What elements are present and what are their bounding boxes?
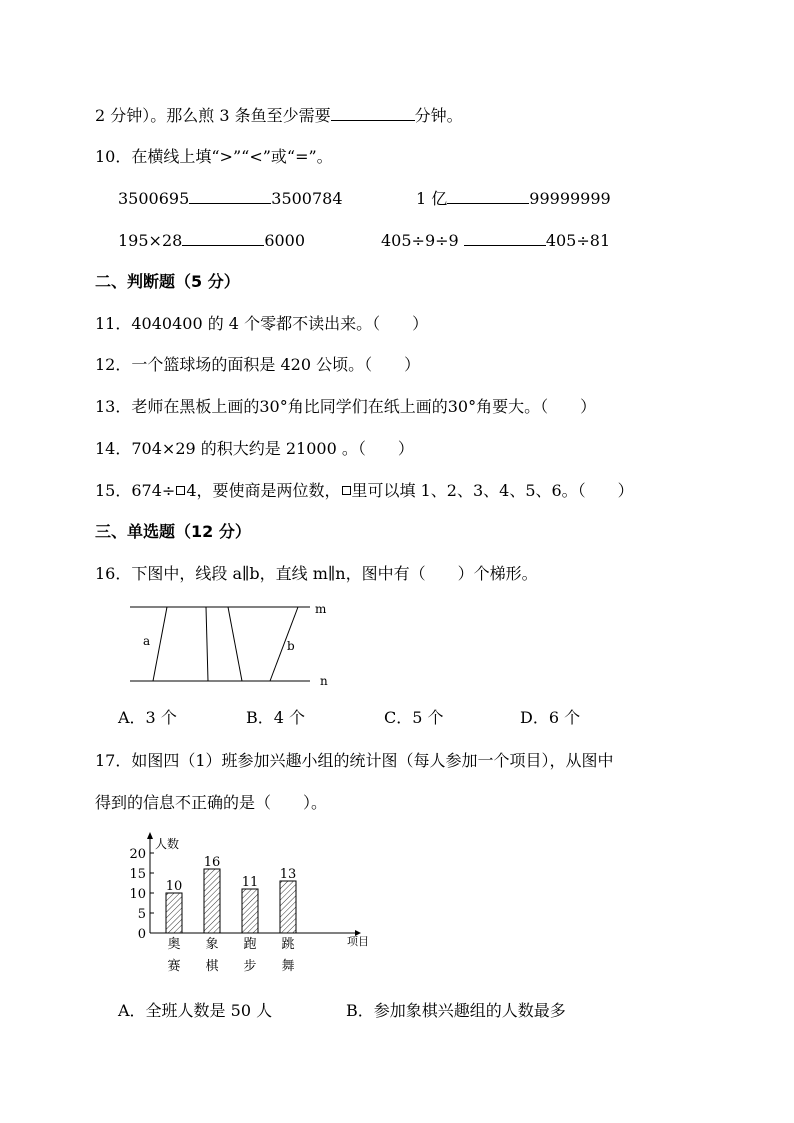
q16-trapezoid-figure [120, 596, 340, 692]
q16 [95, 564, 538, 584]
category-label: 步 [243, 959, 257, 974]
bar [166, 893, 182, 933]
q15 [95, 481, 634, 501]
label-n: n [320, 674, 328, 688]
bar-value-label: 16 [203, 855, 221, 870]
q15-text-after: 里可以填 1、2、3、4、5、6。（ ） [351, 481, 634, 500]
category-label: 赛 [167, 959, 181, 974]
q10-item-1 [118, 189, 343, 209]
q10-item-2-right: 99999999 [529, 189, 611, 208]
q17-bar-chart [118, 830, 378, 980]
q10-item-3-left: 195×28 [118, 231, 183, 250]
q10-question [95, 147, 333, 167]
q10-item-3-right: 6000 [264, 231, 306, 250]
q9-text-before: 2 分钟）。那么煎 3 条鱼至少需要 [95, 106, 331, 125]
q17-line1 [95, 751, 614, 771]
category-label: 棋 [205, 959, 219, 974]
bar [280, 881, 296, 933]
q17-number: 17． [95, 751, 132, 770]
q10-item-1-right: 3500784 [271, 189, 343, 208]
y-tick-label: 0 [137, 927, 146, 942]
y-axis-label: 人数 [155, 837, 180, 851]
y-tick-label: 10 [129, 887, 146, 902]
q10-item-4-left: 405÷9÷9 [381, 231, 459, 250]
bar [204, 869, 220, 933]
q10-item-1-left: 3500695 [118, 189, 190, 208]
y-axis-arrow-icon [147, 832, 153, 839]
q9-text-after: 分钟。 [414, 106, 463, 125]
bar-value-label: 11 [241, 875, 259, 890]
q10-item-2-blank[interactable] [447, 189, 529, 204]
label-m: m [315, 602, 327, 616]
category-label: 奥 [167, 937, 181, 952]
q11-text: 4040400 的 4 个零都不读出来。（ ） [131, 314, 429, 333]
q14-number: 14． [95, 439, 132, 458]
y-tick-label: 5 [137, 907, 146, 922]
bar-value-label: 10 [165, 879, 183, 894]
q12-number: 12． [95, 355, 132, 374]
q14-text: 704×29 的积大约是 21000 。（ ） [131, 439, 414, 458]
q11 [95, 314, 428, 334]
q17-text-line1: 如图四（1）班参加兴趣小组的统计图（每人参加一个项目），从图中 [131, 751, 614, 770]
q16-option-c[interactable]: C．5 个 [384, 708, 444, 727]
segment-3 [228, 607, 242, 681]
q11-number: 11． [95, 314, 132, 333]
category-label: 跳 [281, 937, 295, 952]
bar-value-label: 13 [279, 867, 297, 882]
q9-answer-blank[interactable] [331, 106, 415, 121]
q9-tail [95, 106, 463, 126]
category-label: 象 [205, 937, 219, 952]
digit-box-icon [176, 486, 185, 495]
q13 [95, 397, 596, 417]
q16-option-a[interactable]: A．3 个 [118, 708, 177, 727]
q16-option-d[interactable]: D．6 个 [520, 708, 581, 727]
q14 [95, 439, 414, 459]
bar [242, 889, 258, 933]
q10-item-4-blank[interactable] [464, 231, 546, 246]
label-b: b [287, 639, 295, 653]
q10-text: 在横线上填“>”“<”或“=”。 [131, 147, 333, 166]
q10-item-1-blank[interactable] [189, 189, 271, 204]
section-title-choice: 三、单选题（12 分） [95, 522, 251, 541]
q17-option-b[interactable]: B．参加象棋兴趣组的人数最多 [346, 1001, 566, 1020]
q15-text-mid: 4，要使商是两位数， [186, 481, 341, 500]
section-title-judge: 二、判断题（5 分） [95, 272, 240, 291]
q17-option-a[interactable]: A．全班人数是 50 人 [118, 1001, 273, 1020]
q10-item-3-blank[interactable] [182, 231, 264, 246]
q10-item-4-right: 405÷81 [545, 231, 611, 250]
q10-number: 10． [95, 147, 132, 166]
q10-item-4 [381, 231, 610, 251]
q10-item-3 [118, 231, 305, 251]
q15-number: 15． [95, 481, 132, 500]
q15-text-before: 674÷ [131, 481, 176, 500]
q16-text: 下图中，线段 a∥b，直线 m∥n，图中有（ ）个梯形。 [131, 564, 538, 583]
category-label: 舞 [281, 959, 295, 974]
q13-number: 13． [95, 397, 132, 416]
q16-number: 16． [95, 564, 132, 583]
q10-item-2 [416, 189, 611, 209]
y-tick-label: 15 [129, 867, 146, 882]
q13-text: 老师在黑板上画的30°角比同学们在纸上画的30°角要大。（ ） [131, 397, 597, 416]
digit-box-icon [342, 486, 351, 495]
segment-a [153, 607, 167, 681]
x-axis-label: 项目 [347, 935, 369, 948]
category-label: 跑 [243, 937, 257, 952]
segment-2 [206, 607, 208, 681]
q10-item-2-left: 1 亿 [416, 189, 448, 208]
q12-text: 一个篮球场的面积是 420 公顷。（ ） [131, 355, 421, 374]
q12 [95, 355, 420, 375]
q16-option-b[interactable]: B．4 个 [246, 708, 306, 727]
q17-line2: 得到的信息不正确的是（ ）。 [95, 793, 328, 812]
label-a: a [143, 634, 151, 648]
y-tick-label: 20 [129, 847, 146, 862]
